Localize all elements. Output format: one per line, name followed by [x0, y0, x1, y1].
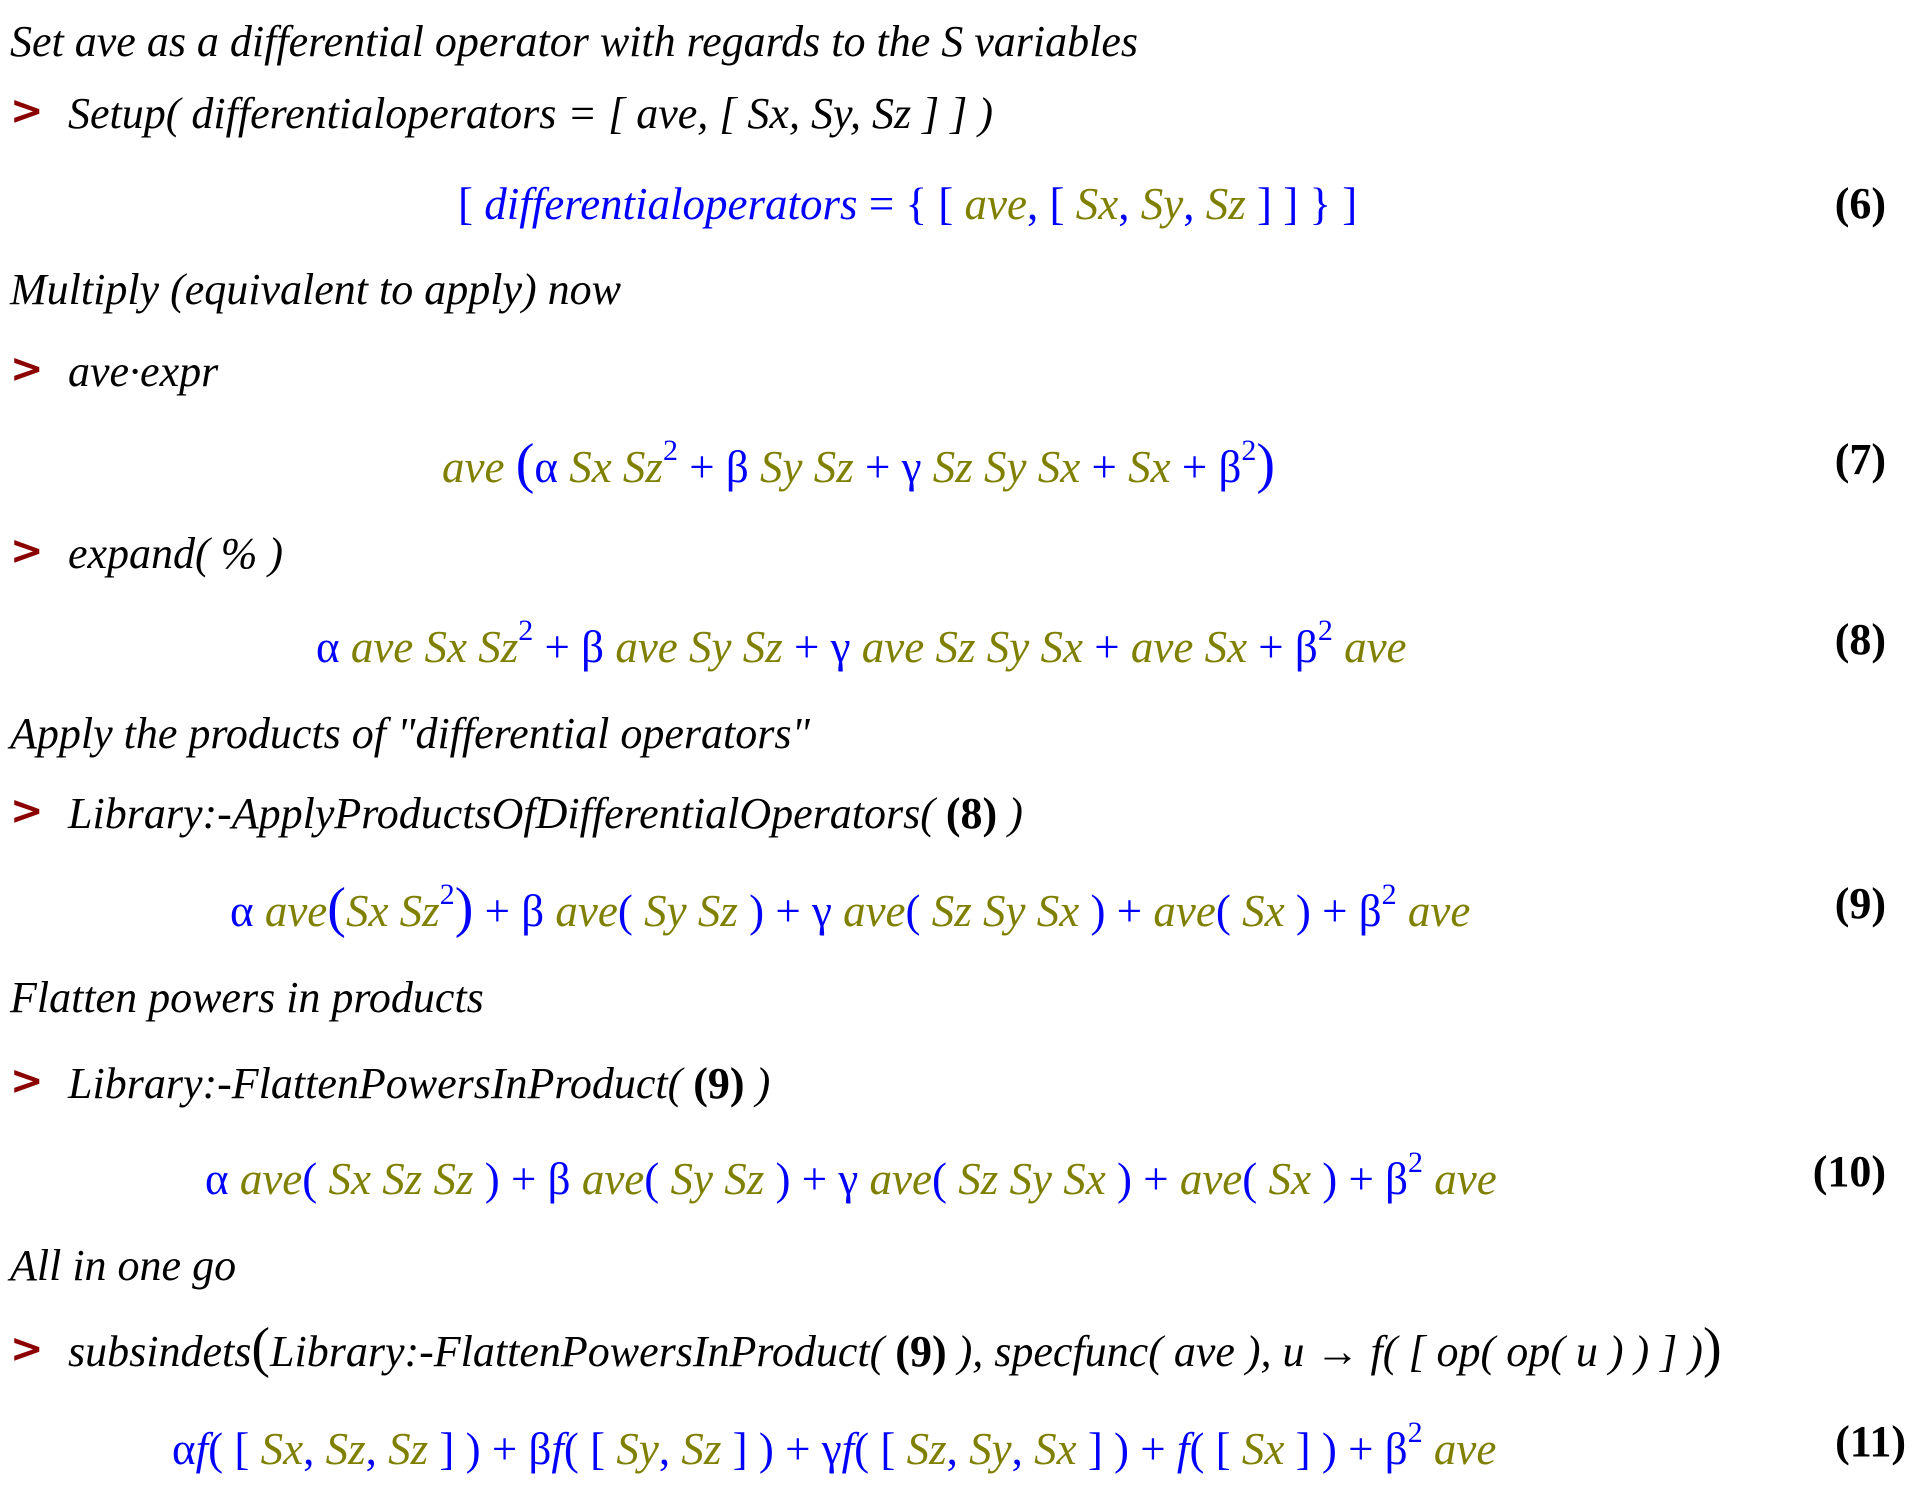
input-command[interactable]: Library:-ApplyProductsOfDifferentialOperators( (8) )	[68, 789, 1023, 838]
prompt-icon: >	[10, 1326, 44, 1372]
text-paragraph: Flatten powers in products	[10, 973, 484, 1022]
equation-label: (8)	[1834, 615, 1886, 664]
input-command[interactable]: expand( % )	[68, 529, 284, 578]
equation-label: (10)	[1812, 1147, 1886, 1196]
input-command[interactable]: Library:-FlattenPowersInProduct( (9) )	[68, 1059, 771, 1108]
output-line-7	[0, 434, 1914, 504]
prompt-icon: >	[10, 788, 44, 834]
input-line-flatten[interactable]	[0, 1058, 1914, 1118]
prompt-icon: >	[10, 346, 44, 392]
text-paragraph: Multiply (equivalent to apply) now	[10, 265, 621, 314]
output-expression: α ave( Sx Sz Sz ) + β ave( Sy Sz ) + γ ave( Sz Sy Sx ) + ave( Sx ) + $\beta^2$ ave	[205, 1146, 1497, 1204]
equation-label: (11)	[1835, 1417, 1906, 1466]
input-line-expand[interactable]	[0, 528, 1914, 588]
prompt-icon: >	[10, 528, 44, 574]
output-line-11	[0, 1416, 1914, 1486]
text-paragraph: All in one go	[10, 1241, 237, 1290]
input-command[interactable]: Setup( differentialoperators = [ ave, [ Sx, Sy, Sz ] ] )	[68, 89, 994, 138]
equation-label: (6)	[1834, 179, 1886, 228]
output-expression: [ differentialoperators = { [ ave, [ Sx, Sy, Sz ] ] } ]	[458, 179, 1358, 229]
input-line-multiply[interactable]	[0, 346, 1914, 406]
output-expression: α ave(Sx $Sz^2) + \beta$ ave( Sy Sz ) + γ ave( Sz Sy Sx ) + ave( Sx ) + $\beta^2$ ave	[230, 877, 1471, 939]
prompt-icon: >	[10, 1058, 44, 1104]
output-line-8	[0, 614, 1914, 684]
output-line-10	[0, 1146, 1914, 1216]
prompt-icon: >	[10, 88, 44, 134]
text-paragraph: Apply the products of "differential operators"	[10, 709, 810, 758]
output-line-6	[0, 178, 1914, 238]
input-command[interactable]: subsindets(Library:-FlattenPowersInProduct( (9) ), specfunc( ave ), u → f( [ op( op( u ) ) ] ))	[68, 1317, 1722, 1379]
output-expression: α ave Sx $Sz^2 + \beta$ ave Sy Sz + γ ave Sz Sy Sx + ave $Sx + \beta^2$ ave	[316, 614, 1407, 672]
equation-label: (7)	[1834, 435, 1886, 484]
output-expression: ave (α Sx $Sz^2 + \beta$ Sy Sz + γ Sz Sy $Sx + Sx + \beta^2$)	[442, 433, 1276, 495]
output-line-9	[0, 878, 1914, 948]
output-expression: αf( [ Sx, Sz, Sz ] ) + βf( [ Sy, Sz ] ) + γf( [ Sz, Sy, Sx ] ) + f( [ Sx ] ) + $\beta^2$ ave	[172, 1416, 1497, 1474]
equation-label: (9)	[1834, 879, 1886, 928]
input-line-apply-products[interactable]	[0, 788, 1914, 848]
text-paragraph: Set ave as a differential operator with regards to the S variables	[10, 17, 1138, 66]
input-line-subsindets[interactable]	[0, 1317, 1914, 1386]
input-line-setup[interactable]	[0, 88, 1914, 148]
input-command[interactable]: ave·expr	[68, 347, 219, 396]
